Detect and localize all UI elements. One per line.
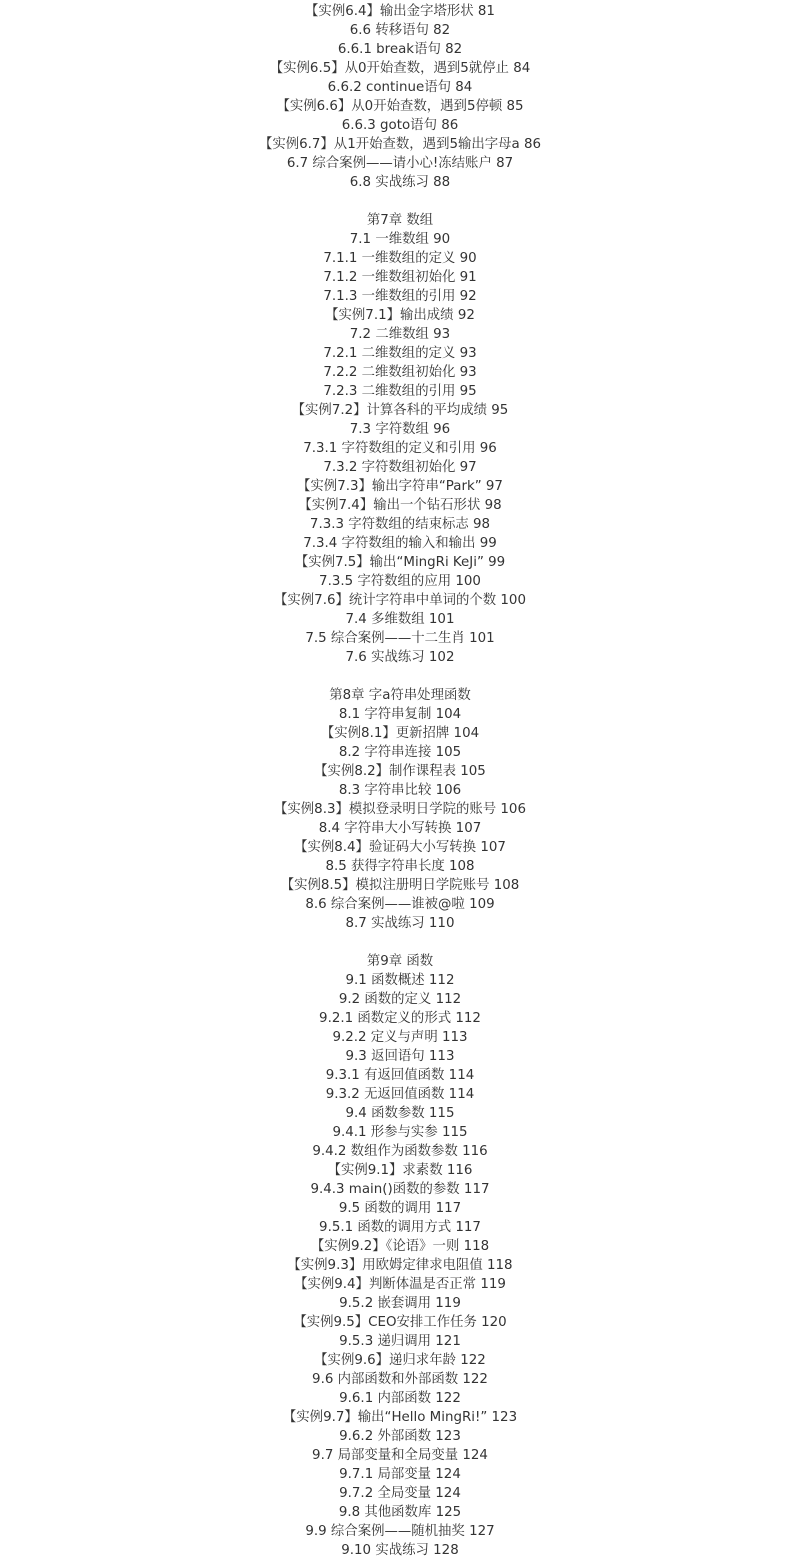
toc-entry: 8.7 实战练习 110 [345,916,455,931]
toc-entry: 8.2 字符串连接 105 [338,745,462,760]
toc-entry: 9.4 函数参数 115 [345,1106,455,1121]
toc-entry: 9.2.2 定义与声明 113 [332,1030,468,1045]
toc-entry: 7.1 一维数组 90 [349,232,451,247]
toc-entry: 7.3.2 字符数组初始化 97 [323,460,477,475]
toc-entry: 9.6.2 外部函数 123 [339,1429,461,1444]
toc-entry: 7.3.5 字符数组的应用 100 [319,574,481,589]
toc-entry: 7.6 实战练习 102 [345,650,455,665]
toc-entry: 第8章 字a符串处理函数 [329,688,471,703]
toc-section-chapter-8 [0,686,800,933]
toc-entry: 8.4 字符串大小写转换 107 [318,821,482,836]
toc-entry: 6.6 转移语句 82 [349,23,451,38]
toc-entry: 【实例7.2】计算各科的平均成绩 95 [291,403,509,418]
toc-entry: 9.6 内部函数和外部函数 122 [312,1372,488,1387]
toc-entry: 第7章 数组 [366,213,434,228]
toc-entry: 9.5 函数的调用 117 [338,1201,462,1216]
toc-entry: 9.7 局部变量和全局变量 124 [312,1448,488,1463]
toc-entry: 9.3.2 无返回值函数 114 [325,1087,475,1102]
toc-entry: 7.3.4 字符数组的输入和输出 99 [303,536,497,551]
toc-entry: 【实例9.1】求素数 116 [327,1163,473,1178]
toc-entry: 7.3 字符数组 96 [349,422,451,437]
toc-entry: 6.8 实战练习 88 [349,175,451,190]
toc-entry: 9.2 函数的定义 112 [338,992,462,1007]
toc-entry: 【实例6.4】输出金字塔形状 81 [305,4,495,19]
toc-entry: 9.4.2 数组作为函数参数 116 [312,1144,488,1159]
toc-entry: 【实例8.2】制作课程表 105 [314,764,486,779]
toc-entry: 9.5.1 函数的调用方式 117 [319,1220,481,1235]
toc-entry: 【实例7.4】输出一个钻石形状 98 [298,498,502,513]
toc-entry: 9.7.2 全局变量 124 [339,1486,461,1501]
toc-entry: 8.1 字符串复制 104 [338,707,462,722]
toc-entry: 【实例7.5】输出“MingRi KeJi” 99 [294,555,506,570]
toc-entry: 7.1.1 一维数组的定义 90 [323,251,477,266]
toc-entry: 9.9 综合案例——随机抽奖 127 [305,1524,495,1539]
toc-entry: 【实例6.7】从1开始查数，遇到5输出字母a 86 [258,137,542,152]
section-gap [0,192,800,211]
toc-entry: 【实例9.7】输出“Hello MingRi!” 123 [282,1410,518,1425]
toc-entry: 8.5 获得字符串长度 108 [325,859,475,874]
toc-entry: 6.6.2 continue语句 84 [327,80,473,95]
section-gap [0,667,800,686]
toc-entry: 7.4 多维数组 101 [345,612,455,627]
toc-entry: 9.7.1 局部变量 124 [339,1467,461,1482]
toc-entry: 7.2.2 二维数组初始化 93 [323,365,477,380]
toc-entry: 【实例6.5】从0开始查数，遇到5就停止 84 [269,61,531,76]
toc-entry: 7.1.3 一维数组的引用 92 [323,289,477,304]
toc-entry: 【实例7.1】输出成绩 92 [325,308,475,323]
toc-entry: 6.7 综合案例——请小心!冻结账户 87 [286,156,514,171]
toc-entry: 【实例8.5】模拟注册明日学院账号 108 [280,878,520,893]
toc-entry: 【实例9.6】递归求年龄 122 [314,1353,486,1368]
toc-entry: 8.6 综合案例——谁被@啦 109 [305,897,495,912]
toc-entry: 9.2.1 函数定义的形式 112 [319,1011,481,1026]
toc-entry: 【实例6.6】从0开始查数，遇到5停顿 85 [276,99,524,114]
toc-entry: 【实例8.4】验证码大小写转换 107 [294,840,506,855]
toc-entry: 7.3.3 字符数组的结束标志 98 [309,517,491,532]
toc-entry: 7.2 二维数组 93 [349,327,451,342]
toc-entry: 9.4.3 main()函数的参数 117 [310,1182,490,1197]
toc-entry: 【实例8.1】更新招牌 104 [320,726,480,741]
toc-entry: 9.8 其他函数库 125 [338,1505,462,1520]
toc-entry: 9.10 实战练习 128 [341,1543,459,1558]
toc-entry: 第9章 函数 [366,954,434,969]
toc-entry: 7.2.1 二维数组的定义 93 [323,346,477,361]
toc-entry: 7.5 综合案例——十二生肖 101 [305,631,495,646]
toc-section-chapter-7 [0,211,800,667]
toc-entry: 【实例9.4】判断体温是否正常 119 [294,1277,506,1292]
toc-entry: 6.6.1 break语句 82 [337,42,463,57]
toc-entry: 7.3.1 字符数组的定义和引用 96 [303,441,497,456]
toc-entry: 9.3.1 有返回值函数 114 [325,1068,475,1083]
toc-entry: 8.3 字符串比较 106 [338,783,462,798]
toc-entry: 6.6.3 goto语句 86 [341,118,459,133]
toc-entry: 【实例9.2】《论语》一则 118 [310,1239,490,1254]
section-gap [0,933,800,952]
toc-entry: 9.1 函数概述 112 [345,973,455,988]
toc-entry: 9.3 返回语句 113 [345,1049,455,1064]
toc-entry: 9.5.3 递归调用 121 [339,1334,461,1349]
table-of-contents [0,2,800,1560]
toc-entry: 9.6.1 内部函数 122 [339,1391,461,1406]
toc-entry: 7.2.3 二维数组的引用 95 [323,384,477,399]
toc-entry: 【实例9.5】CEO安排工作任务 120 [293,1315,507,1330]
toc-entry: 【实例7.6】统计字符串中单词的个数 100 [274,593,526,608]
toc-entry: 7.1.2 一维数组初始化 91 [323,270,477,285]
toc-entry: 【实例9.3】用欧姆定律求电阻值 118 [287,1258,513,1273]
toc-entry: 【实例8.3】模拟登录明日学院的账号 106 [274,802,526,817]
toc-section-chapter-9 [0,952,800,1560]
toc-entry: 9.4.1 形参与实参 115 [332,1125,468,1140]
toc-section-chapter-6-tail [0,2,800,192]
toc-entry: 【实例7.3】输出字符串“Park” 97 [297,479,503,494]
toc-entry: 9.5.2 嵌套调用 119 [339,1296,461,1311]
